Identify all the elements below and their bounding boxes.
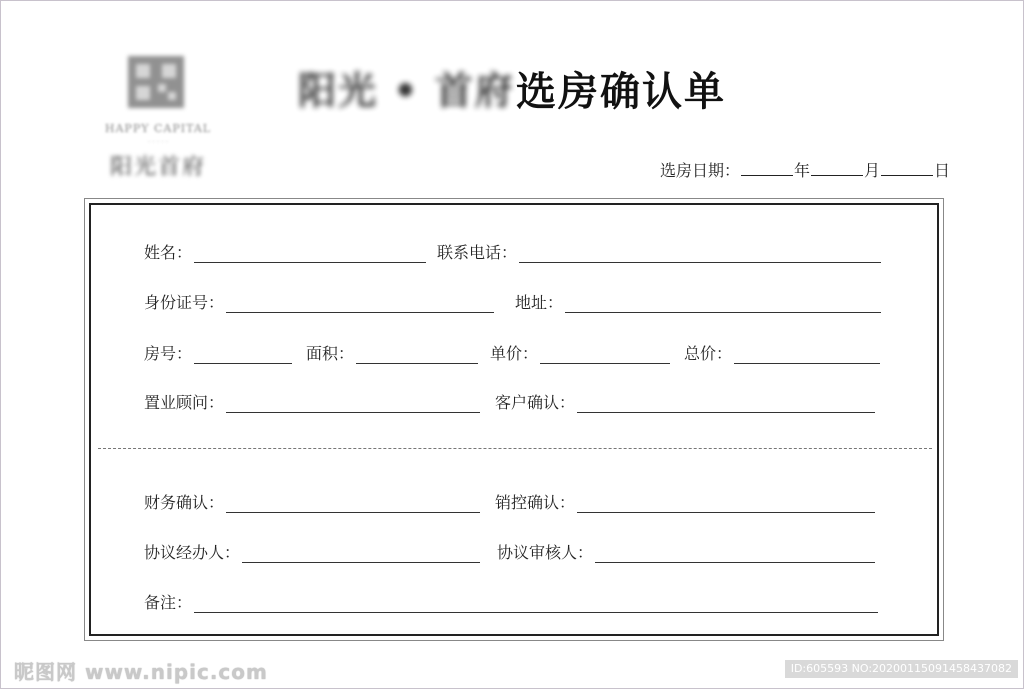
room-no-label: 房号： (144, 344, 193, 363)
id-number-input-line[interactable] (226, 296, 494, 313)
date-row (660, 158, 950, 181)
room-no-input-line[interactable] (194, 347, 292, 364)
day-blank[interactable] (881, 161, 933, 176)
remarks-input-line[interactable] (194, 596, 878, 613)
nipic-watermark: 昵图网 www.nipic.com (14, 660, 268, 684)
agreement-reviewer-input-line[interactable] (595, 546, 875, 563)
customer-confirm-field (495, 390, 875, 413)
logo-emblem (128, 56, 184, 108)
name-field (144, 240, 426, 263)
finance-confirm-field (144, 490, 480, 513)
sales-control-field (495, 490, 875, 513)
day-label: 日 (933, 161, 950, 180)
room-no-field (144, 341, 292, 364)
customer-confirm-label: 客户确认： (495, 393, 576, 412)
customer-confirm-input-line[interactable] (577, 396, 875, 413)
name-label: 姓名： (144, 243, 193, 262)
logo-chinese-text: 阳光首府 (109, 155, 206, 180)
sales-control-label: 销控确认： (495, 493, 576, 512)
area-label: 面积： (306, 344, 355, 363)
id-number-field (144, 290, 494, 313)
sales-control-input-line[interactable] (577, 496, 875, 513)
unit-price-input-line[interactable] (540, 347, 670, 364)
image-id-watermark: ID:605593 NO:20200115091458437082 (785, 660, 1018, 678)
consultant-input-line[interactable] (226, 396, 480, 413)
phone-label: 联系电话： (437, 243, 518, 262)
logo-english-text: HAPPY CAPITAL (104, 122, 212, 135)
remarks-label: 备注： (144, 593, 193, 612)
finance-confirm-input-line[interactable] (226, 496, 480, 513)
date-label: 选房日期： (659, 161, 740, 180)
year-label: 年 (793, 161, 810, 180)
consultant-label: 置业顾问： (144, 393, 225, 412)
brand-title: 阳光 • 首府 (298, 68, 515, 113)
agreement-reviewer-field (497, 540, 875, 563)
agreement-handler-input-line[interactable] (242, 546, 480, 563)
agreement-reviewer-label: 协议审核人： (497, 543, 594, 562)
agreement-handler-label: 协议经办人： (144, 543, 241, 562)
address-input-line[interactable] (565, 296, 881, 313)
finance-confirm-label: 财务确认： (144, 493, 225, 512)
year-blank[interactable] (741, 161, 793, 176)
unit-price-label: 单价： (490, 344, 539, 363)
phone-field (437, 240, 881, 263)
remarks-field (144, 590, 878, 613)
area-field (306, 341, 478, 364)
phone-input-line[interactable] (519, 246, 881, 263)
total-price-field (684, 341, 880, 364)
month-label: 月 (863, 161, 880, 180)
month-blank[interactable] (811, 161, 863, 176)
consultant-field (144, 390, 480, 413)
page-title: 选房确认单 (516, 68, 726, 115)
total-price-input-line[interactable] (734, 347, 880, 364)
unit-price-field (490, 341, 670, 364)
form-inner-frame (89, 203, 939, 636)
address-label: 地址： (515, 293, 564, 312)
total-price-label: 总价： (684, 344, 733, 363)
name-input-line[interactable] (194, 246, 426, 263)
address-field (515, 290, 881, 313)
logo-english-subtext: · · · · · (147, 138, 169, 146)
agreement-handler-field (144, 540, 480, 563)
dashed-divider (98, 448, 932, 449)
area-input-line[interactable] (356, 347, 478, 364)
id-number-label: 身份证号： (144, 293, 225, 312)
